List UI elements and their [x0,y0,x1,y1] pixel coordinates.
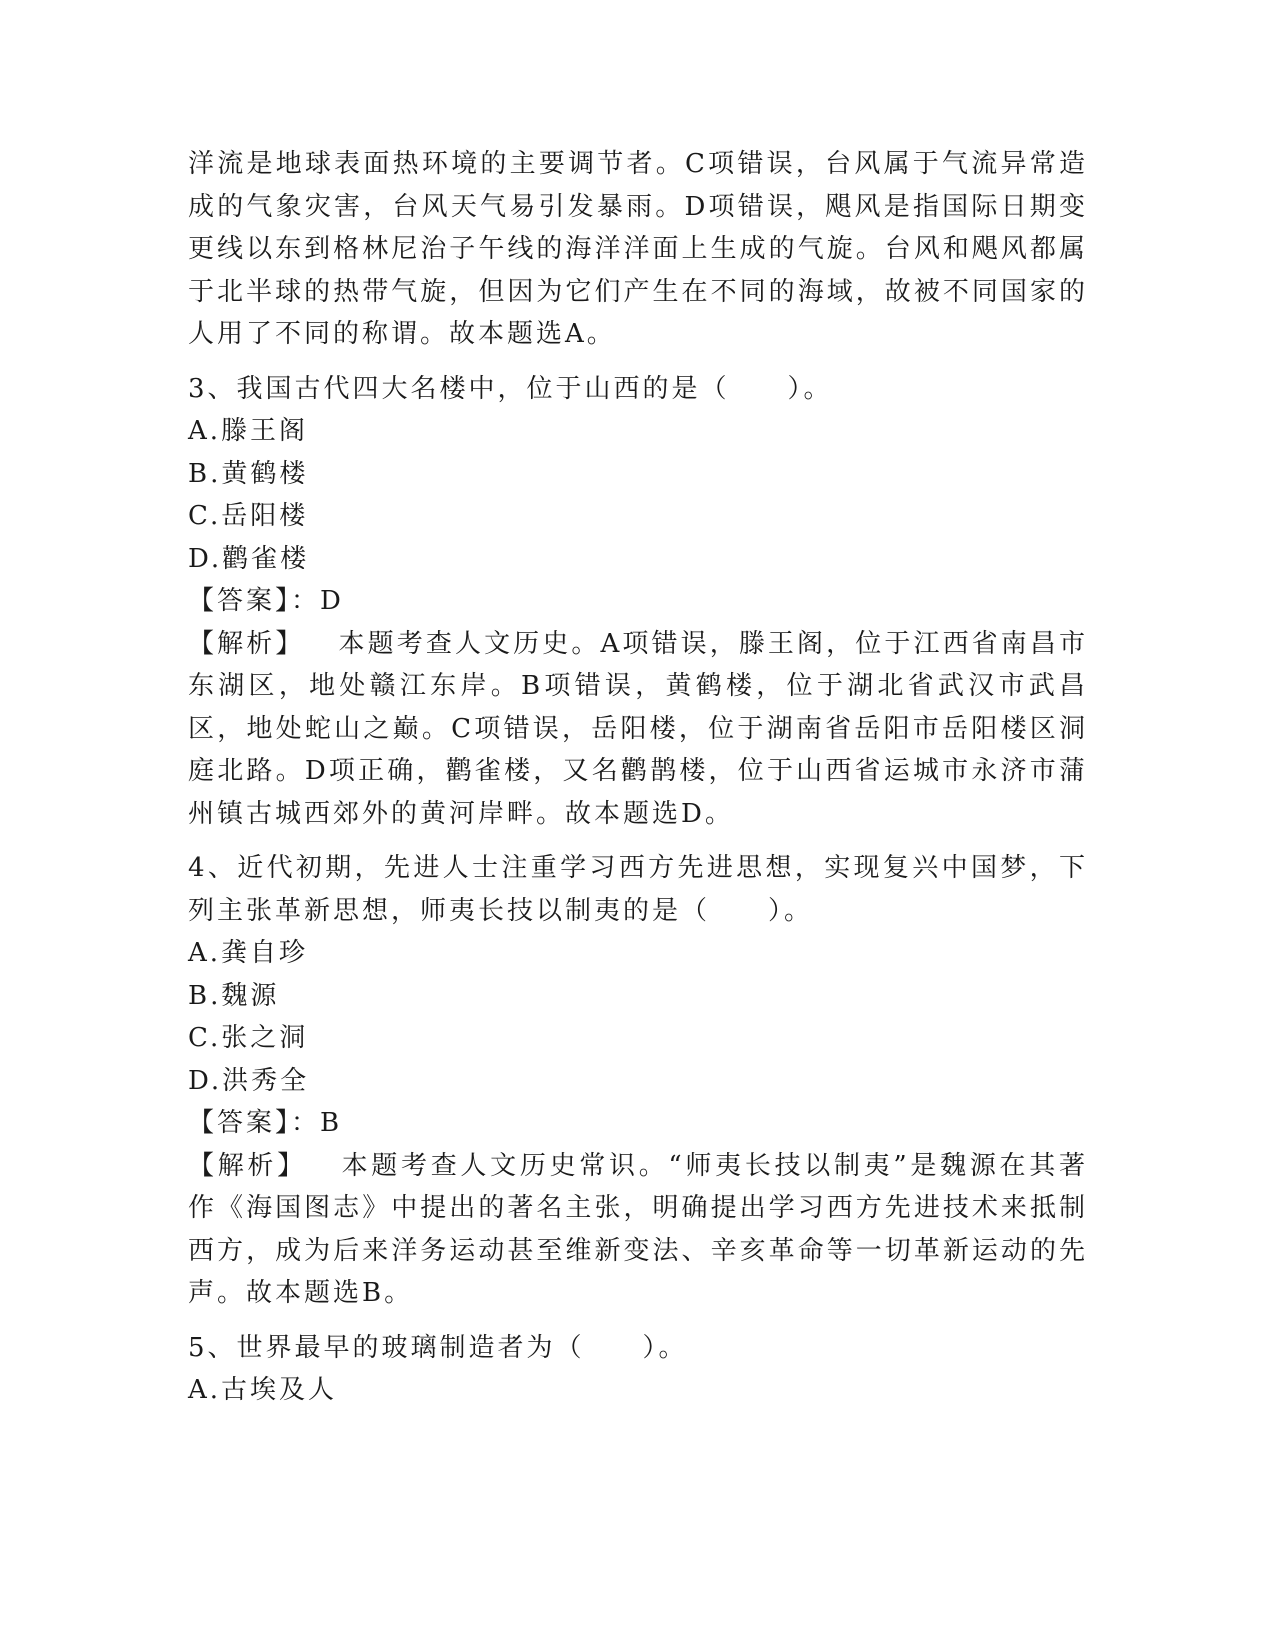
analysis-paragraph [188,623,1088,836]
prev-explanation-tail: 洋流是地球表面热环境的主要调节者。C项错误，台风属于气流异常造成的气象灾害，台风天气易引发暴雨。D项错误，飓风是指国际日期变更线以东到格林尼治子午线的海洋洋面上生成的气旋。台风和飓风都属于北半球的热带气旋，但因为它们产生在不同的海域，故被不同国家的人用了不同的称谓。故本题选A。 [188,149,1088,349]
answer-label: 【答案】： [188,586,321,616]
option-b: B.魏源 [188,980,280,1011]
question-stem: 4、近代初期，先进人士注重学习西方先进思想，实现复兴中国梦，下列主张革新思想，师夷长技以制夷的是（ ）。 [188,853,1088,926]
answer-line [188,1102,1088,1145]
option-c: C.岳阳楼 [188,501,309,531]
option-a: A.滕王阁 [188,416,309,446]
option-c: C.张之洞 [188,1023,309,1053]
analysis-label: 【解析】 [188,1150,307,1181]
question-block [188,847,1088,1315]
option-d: D.洪秀全 [188,1065,310,1096]
answer-value: D [320,586,344,616]
analysis-label: 【解析】 [188,628,305,659]
option-d: D.鹳雀楼 [188,543,310,574]
option-b: B.黄鹤楼 [188,458,309,489]
question-stem: 3、我国古代四大名楼中，位于山西的是（ ）。 [188,373,833,404]
question-block [188,1327,1088,1412]
question-stem: 5、世界最早的玻璃制造者为（ ）。 [188,1332,688,1363]
question-block [188,368,1088,836]
answer-label: 【答案】： [188,1108,321,1138]
analysis-text: 本题考查人文历史常识。“师夷长技以制夷”是魏源在其著作《海国图志》中提出的著名主张，明确提出学习西方先进技术来抵制西方，成为后来洋务运动甚至维新变法、辛亥革命等一切革新运动的先声。故本题选B。 [188,1150,1088,1308]
answer-value: B [320,1108,343,1138]
answer-line [188,580,1088,623]
analysis-text: 本题考查人文历史。A项错误，滕王阁，位于江西省南昌市东湖区，地处赣江东岸。B项错误，黄鹤楼，位于湖北省武汉市武昌区，地处蛇山之巅。C项错误，岳阳楼，位于湖南省岳阳市岳阳楼区洞庭北路。D项正确，鹳雀楼，又名鹳鹊楼，位于山西省运城市永济市蒲州镇古城西郊外的黄河岸畔。故本题选D。 [188,628,1088,829]
option-a: A.古埃及人 [188,1375,338,1405]
document-page [188,143,1088,1412]
analysis-paragraph [188,1145,1088,1315]
option-a: A.龚自珍 [188,938,309,968]
